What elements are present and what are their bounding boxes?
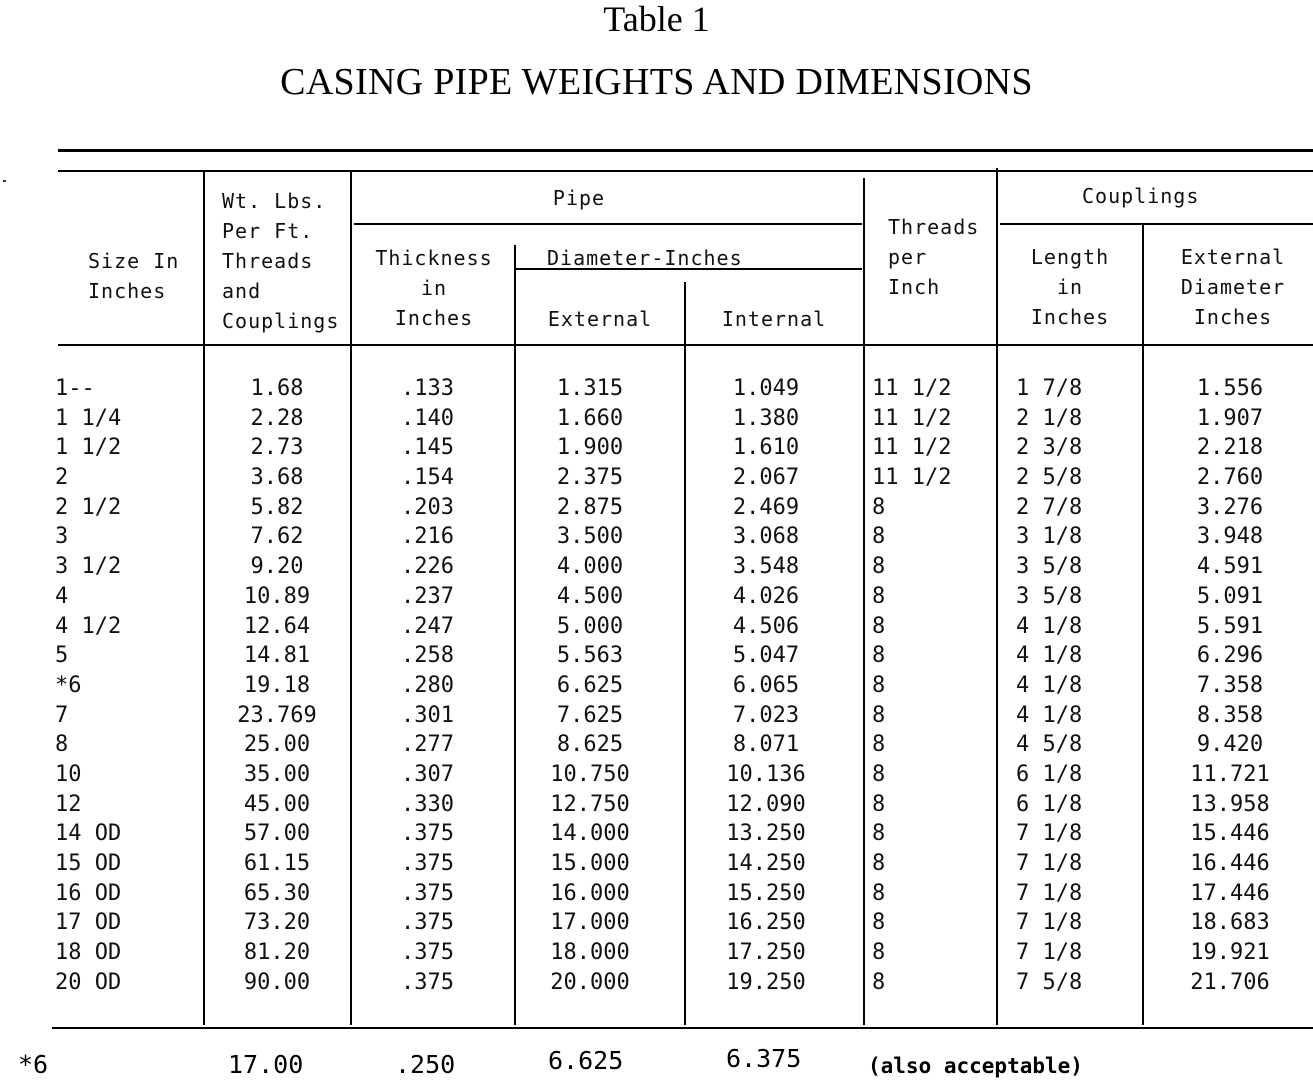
thickness-cell: .140 bbox=[401, 405, 454, 431]
thickness-cell: .216 bbox=[401, 524, 454, 550]
threads-cell: 11 1/2 bbox=[872, 405, 952, 431]
size-cell: 1 1/2 bbox=[55, 435, 122, 461]
thickness-cell: .226 bbox=[401, 554, 454, 580]
external-diameter-cell: 5.563 bbox=[556, 643, 624, 669]
external-diameter-cell: 20.000 bbox=[550, 969, 630, 995]
internal-diameter-cell: 17.250 bbox=[726, 940, 806, 966]
external-diameter-cell: 17.000 bbox=[550, 910, 630, 936]
external-diameter-cell: 15.000 bbox=[550, 851, 630, 876]
external-diameter-cell: 10.750 bbox=[550, 761, 630, 787]
table-title: Table 1 bbox=[603, 0, 710, 39]
coupling-external-cell: 3.948 bbox=[1196, 524, 1264, 550]
weight-cell: 81.20 bbox=[243, 940, 311, 966]
col-divider-7 bbox=[1142, 225, 1144, 1025]
internal-diameter-cell: 4.026 bbox=[732, 583, 800, 609]
col-divider-5 bbox=[863, 178, 865, 1025]
weight-cell: 12.64 bbox=[243, 613, 311, 639]
coupling-length-cell: 7 1/8 bbox=[1016, 940, 1083, 966]
threads-cell: 8 bbox=[872, 613, 886, 639]
coupling-external-cell: 9.420 bbox=[1196, 732, 1264, 758]
footnote-note: (also acceptable) bbox=[868, 1054, 1083, 1078]
coupling-external-cell: 18.683 bbox=[1190, 910, 1270, 936]
thickness-cell: .375 bbox=[401, 969, 454, 995]
col-divider-4 bbox=[684, 282, 686, 1025]
coupling-external-cell: 5.091 bbox=[1196, 583, 1264, 609]
coupling-external-cell: 19.921 bbox=[1190, 940, 1270, 966]
weight-cell: 23.769 bbox=[237, 702, 317, 728]
threads-cell: 8 bbox=[872, 791, 886, 817]
internal-diameter-cell: 6.065 bbox=[732, 672, 800, 698]
coupling-length-cell: 3 5/8 bbox=[1016, 554, 1083, 580]
external-diameter-cell: 4.500 bbox=[556, 583, 624, 609]
internal-diameter-cell: 4.506 bbox=[732, 613, 800, 639]
thickness-cell: .145 bbox=[401, 435, 454, 461]
internal-diameter-cell: 3.068 bbox=[732, 524, 800, 550]
stray-mark bbox=[3, 180, 6, 182]
size-cell: 20 OD bbox=[55, 969, 122, 995]
external-diameter-cell: 18.000 bbox=[550, 940, 630, 966]
coupling-external-cell: 21.706 bbox=[1190, 969, 1270, 995]
internal-diameter-column bbox=[706, 374, 826, 997]
top-rule-upper bbox=[58, 149, 1313, 152]
external-diameter-cell: 4.000 bbox=[556, 554, 624, 580]
external-diameter-cell: 2.875 bbox=[556, 494, 624, 520]
internal-diameter-cell: 1.049 bbox=[732, 376, 800, 401]
size-cell: 4 1/2 bbox=[55, 613, 122, 639]
coupling-length-cell: 2 7/8 bbox=[1016, 494, 1083, 520]
weight-cell: 2.73 bbox=[250, 435, 304, 461]
threads-cell: 8 bbox=[872, 643, 886, 669]
threads-cell: 11 1/2 bbox=[872, 465, 952, 491]
coupling-external-cell: 1.907 bbox=[1196, 405, 1264, 431]
threads-cell: 8 bbox=[872, 851, 886, 876]
weight-cell: 10.89 bbox=[243, 583, 311, 609]
coupling-external-column bbox=[1160, 374, 1300, 997]
header-pipe: Pipe bbox=[552, 186, 606, 210]
size-cell: 1 1/4 bbox=[55, 405, 122, 431]
threads-cell: 8 bbox=[872, 672, 886, 698]
footnote-size: *6 bbox=[18, 1050, 49, 1079]
internal-diameter-cell: 2.067 bbox=[732, 465, 800, 491]
thickness-cell: .307 bbox=[401, 761, 454, 787]
header-diameter: Diameter-Inches bbox=[547, 246, 743, 270]
external-diameter-cell: 1.660 bbox=[556, 405, 624, 431]
external-diameter-cell: 5.000 bbox=[556, 613, 624, 639]
size-cell: 4 bbox=[55, 583, 69, 609]
thickness-cell: .133 bbox=[401, 376, 454, 401]
coupling-length-column bbox=[1016, 374, 1136, 997]
coupling-length-cell: 4 5/8 bbox=[1016, 732, 1083, 758]
coupling-external-cell: 3.276 bbox=[1196, 494, 1264, 520]
coupling-external-cell: 11.721 bbox=[1190, 761, 1270, 787]
size-cell: 2 1/2 bbox=[55, 494, 122, 520]
external-diameter-cell: 2.375 bbox=[556, 465, 624, 491]
thickness-cell: .301 bbox=[401, 702, 454, 728]
thickness-cell: .203 bbox=[401, 494, 454, 520]
threads-column bbox=[872, 374, 992, 997]
thickness-cell: .280 bbox=[401, 672, 454, 698]
size-cell: *6 bbox=[55, 672, 82, 698]
weight-column bbox=[212, 374, 342, 997]
threads-cell: 8 bbox=[872, 880, 886, 906]
external-diameter-column bbox=[530, 374, 650, 997]
internal-diameter-cell: 15.250 bbox=[726, 880, 806, 906]
coupling-length-cell: 4 1/8 bbox=[1016, 672, 1083, 698]
weight-cell: 61.15 bbox=[243, 851, 311, 876]
header-couplings: Couplings bbox=[1082, 184, 1200, 208]
pipe-group-rule bbox=[354, 223, 862, 225]
internal-diameter-cell: 13.250 bbox=[726, 821, 806, 847]
table-bottom-rule bbox=[52, 1027, 1313, 1029]
threads-cell: 8 bbox=[872, 761, 886, 787]
footnote-thickness: .250 bbox=[395, 1050, 456, 1079]
coupling-length-cell: 2 1/8 bbox=[1016, 405, 1083, 431]
coupling-external-cell: 2.760 bbox=[1196, 465, 1264, 491]
external-diameter-cell: 8.625 bbox=[556, 732, 624, 758]
col-divider-1 bbox=[203, 172, 205, 1025]
weight-cell: 45.00 bbox=[243, 791, 311, 817]
threads-cell: 11 1/2 bbox=[872, 435, 952, 461]
thickness-column bbox=[375, 374, 480, 997]
weight-cell: 5.82 bbox=[250, 494, 304, 520]
coupling-external-cell: 15.446 bbox=[1190, 821, 1270, 847]
coupling-external-cell: 13.958 bbox=[1190, 791, 1270, 817]
threads-cell: 8 bbox=[872, 583, 886, 609]
table-subtitle: CASING PIPE WEIGHTS AND DIMENSIONS bbox=[280, 61, 1033, 103]
thickness-cell: .277 bbox=[401, 732, 454, 758]
external-diameter-cell: 6.625 bbox=[556, 672, 624, 698]
footnote-weight: 17.00 bbox=[228, 1050, 304, 1079]
external-diameter-cell: 14.000 bbox=[550, 821, 630, 847]
coupling-length-cell: 7 1/8 bbox=[1016, 821, 1083, 847]
coupling-length-cell: 2 5/8 bbox=[1016, 465, 1083, 491]
internal-diameter-cell: 1.610 bbox=[732, 435, 800, 461]
weight-cell: 35.00 bbox=[243, 761, 311, 787]
coupling-external-cell: 7.358 bbox=[1196, 672, 1264, 698]
size-cell: 1-- bbox=[55, 376, 95, 401]
internal-diameter-cell: 19.250 bbox=[726, 969, 806, 995]
size-cell: 15 OD bbox=[55, 851, 122, 876]
weight-cell: 9.20 bbox=[250, 554, 304, 580]
coupling-external-cell: 1.556 bbox=[1196, 376, 1264, 401]
external-diameter-cell: 3.500 bbox=[556, 524, 624, 550]
coupling-external-cell: 16.446 bbox=[1190, 851, 1270, 876]
coupling-length-cell: 2 3/8 bbox=[1016, 435, 1083, 461]
weight-cell: 25.00 bbox=[243, 732, 311, 758]
footnote-external: 6.625 bbox=[548, 1046, 624, 1075]
external-diameter-cell: 7.625 bbox=[556, 702, 624, 728]
couplings-group-rule bbox=[1000, 223, 1313, 225]
thickness-cell: .375 bbox=[401, 880, 454, 906]
internal-diameter-cell: 7.023 bbox=[732, 702, 800, 728]
coupling-length-cell: 7 1/8 bbox=[1016, 910, 1083, 936]
internal-diameter-cell: 12.090 bbox=[726, 791, 806, 817]
threads-cell: 8 bbox=[872, 821, 886, 847]
threads-cell: 8 bbox=[872, 494, 886, 520]
thickness-cell: .375 bbox=[401, 910, 454, 936]
internal-diameter-cell: 1.380 bbox=[732, 405, 800, 431]
threads-cell: 8 bbox=[872, 940, 886, 966]
internal-diameter-cell: 16.250 bbox=[726, 910, 806, 936]
threads-cell: 8 bbox=[872, 524, 886, 550]
coupling-length-cell: 1 7/8 bbox=[1016, 376, 1083, 401]
coupling-external-cell: 6.296 bbox=[1196, 643, 1264, 669]
threads-cell: 11 1/2 bbox=[872, 376, 952, 401]
coupling-external-cell: 2.218 bbox=[1196, 435, 1264, 461]
thickness-cell: .375 bbox=[401, 940, 454, 966]
weight-cell: 1.68 bbox=[250, 376, 304, 401]
thickness-cell: .375 bbox=[401, 851, 454, 876]
coupling-length-cell: 7 1/8 bbox=[1016, 880, 1083, 906]
top-rule-lower bbox=[58, 170, 1313, 172]
threads-cell: 8 bbox=[872, 969, 886, 995]
thickness-cell: .247 bbox=[401, 613, 454, 639]
col-divider-3 bbox=[514, 245, 516, 1025]
coupling-external-cell: 17.446 bbox=[1190, 880, 1270, 906]
threads-cell: 8 bbox=[872, 554, 886, 580]
coupling-external-cell: 5.591 bbox=[1196, 613, 1264, 639]
internal-diameter-cell: 5.047 bbox=[732, 643, 800, 669]
size-cell: 3 1/2 bbox=[55, 554, 122, 580]
coupling-external-cell: 4.591 bbox=[1196, 554, 1264, 580]
coupling-length-cell: 3 5/8 bbox=[1016, 583, 1083, 609]
external-diameter-cell: 1.900 bbox=[556, 435, 624, 461]
thickness-cell: .237 bbox=[401, 583, 454, 609]
header-size: Size In Inches bbox=[88, 249, 180, 303]
internal-diameter-cell: 8.071 bbox=[732, 732, 800, 758]
coupling-length-cell: 3 1/8 bbox=[1016, 524, 1083, 550]
internal-diameter-cell: 2.469 bbox=[732, 494, 800, 520]
thickness-cell: .375 bbox=[401, 821, 454, 847]
size-cell: 7 bbox=[55, 702, 69, 728]
weight-cell: 14.81 bbox=[243, 643, 311, 669]
coupling-length-cell: 4 1/8 bbox=[1016, 702, 1083, 728]
external-diameter-cell: 16.000 bbox=[550, 880, 630, 906]
thickness-cell: .154 bbox=[401, 465, 454, 491]
header-external: External bbox=[547, 307, 653, 331]
size-cell: 16 OD bbox=[55, 880, 122, 906]
coupling-length-cell: 6 1/8 bbox=[1016, 791, 1083, 817]
size-column bbox=[55, 374, 195, 997]
internal-diameter-cell: 3.548 bbox=[732, 554, 800, 580]
size-cell: 14 OD bbox=[55, 821, 122, 847]
weight-cell: 3.68 bbox=[250, 465, 304, 491]
threads-cell: 8 bbox=[872, 910, 886, 936]
coupling-length-cell: 4 1/8 bbox=[1016, 613, 1083, 639]
header-weight: Wt. Lbs. Per Ft. Threads and Couplings bbox=[222, 189, 340, 333]
weight-cell: 73.20 bbox=[243, 910, 311, 936]
footnote-internal: 6.375 bbox=[726, 1044, 802, 1073]
header-coupling-external: External Diameter Inches bbox=[1180, 245, 1286, 329]
coupling-external-cell: 8.358 bbox=[1196, 702, 1264, 728]
thickness-cell: .258 bbox=[401, 643, 454, 669]
weight-cell: 19.18 bbox=[243, 672, 311, 698]
size-cell: 5 bbox=[55, 643, 69, 669]
size-cell: 17 OD bbox=[55, 910, 122, 936]
size-cell: 18 OD bbox=[55, 940, 122, 966]
coupling-length-cell: 4 1/8 bbox=[1016, 643, 1083, 669]
size-cell: 12 bbox=[55, 791, 82, 817]
external-diameter-cell: 1.315 bbox=[556, 376, 624, 401]
internal-diameter-cell: 10.136 bbox=[726, 761, 806, 787]
external-diameter-cell: 12.750 bbox=[550, 791, 630, 817]
weight-cell: 57.00 bbox=[243, 821, 311, 847]
threads-cell: 8 bbox=[872, 702, 886, 728]
header-threads: Threads per Inch bbox=[888, 215, 980, 299]
internal-diameter-cell: 14.250 bbox=[726, 851, 806, 876]
col-divider-2 bbox=[350, 172, 352, 1025]
weight-cell: 65.30 bbox=[243, 880, 311, 906]
weight-cell: 2.28 bbox=[250, 405, 304, 431]
header-internal: Internal bbox=[721, 307, 827, 331]
size-cell: 3 bbox=[55, 524, 69, 550]
header-length: Length in Inches bbox=[1030, 245, 1110, 329]
size-cell: 2 bbox=[55, 465, 69, 491]
thickness-cell: .330 bbox=[401, 791, 454, 817]
coupling-length-cell: 7 1/8 bbox=[1016, 851, 1083, 876]
coupling-length-cell: 6 1/8 bbox=[1016, 761, 1083, 787]
header-thickness: Thickness in Inches bbox=[375, 246, 493, 330]
size-cell: 10 bbox=[55, 761, 82, 787]
weight-cell: 7.62 bbox=[250, 524, 304, 550]
size-cell: 8 bbox=[55, 732, 69, 758]
threads-cell: 8 bbox=[872, 732, 886, 758]
coupling-length-cell: 7 5/8 bbox=[1016, 969, 1083, 995]
weight-cell: 90.00 bbox=[243, 969, 311, 995]
